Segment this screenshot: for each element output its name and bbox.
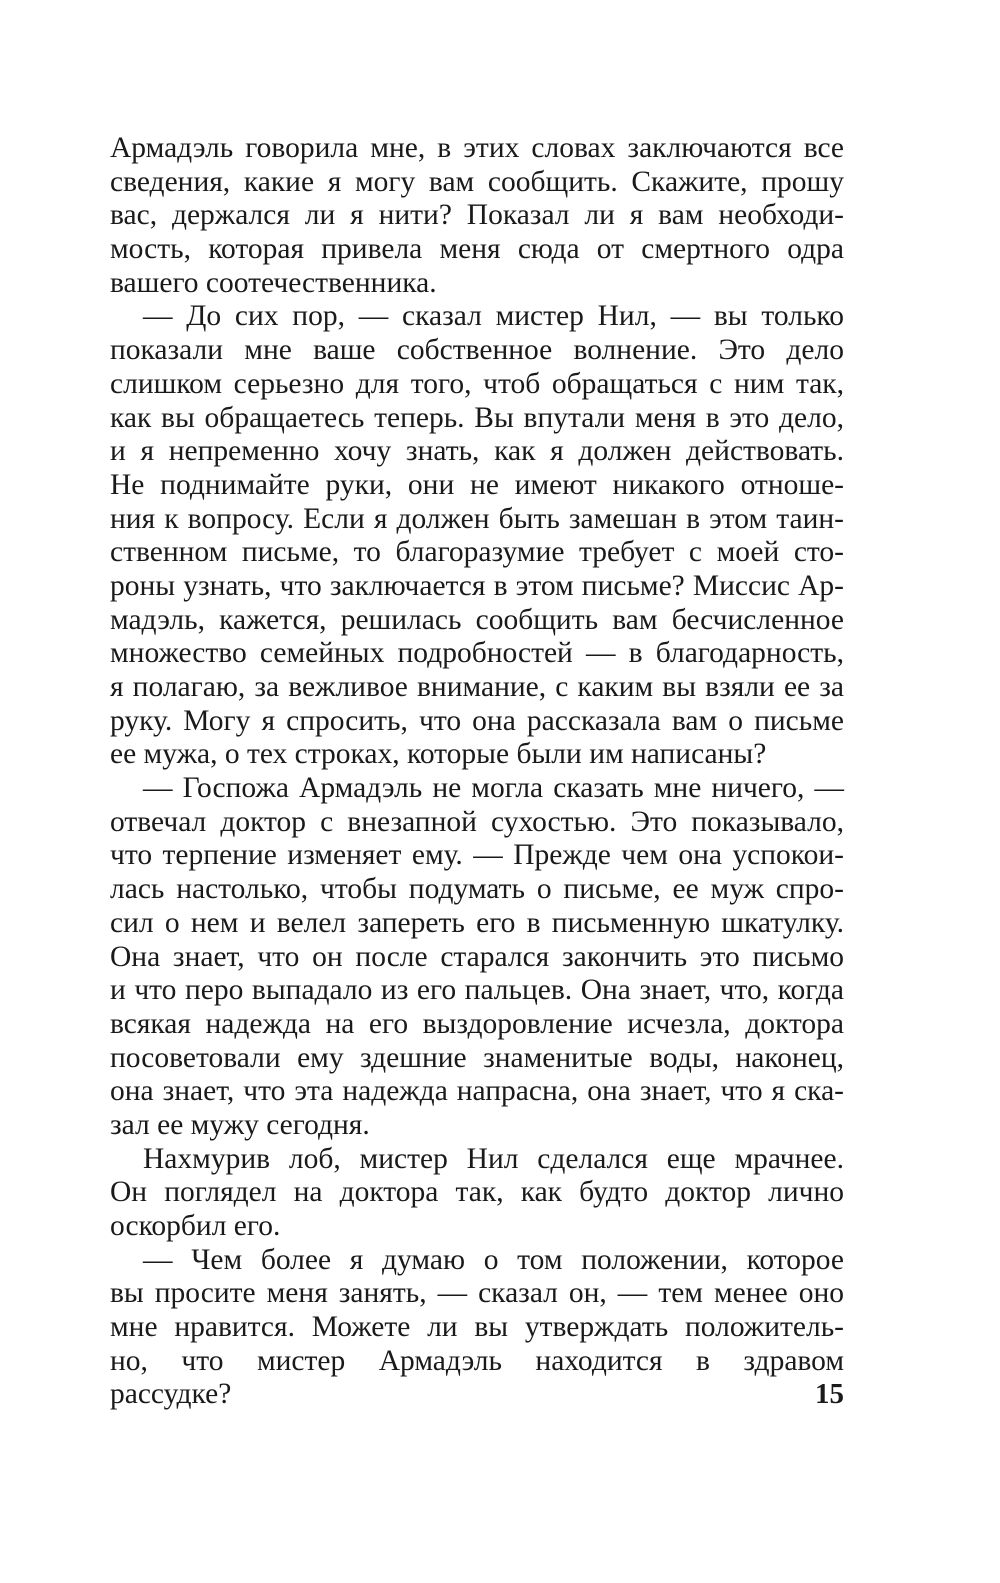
paragraph (110, 1244, 844, 1412)
text-line: отвечал доктор с внезапной сухостью. Это показывало, (110, 805, 844, 838)
text-line: лась настолько, чтобы подумать о письме, ее муж спро- (110, 873, 844, 906)
text-line: вас, держался ли я нити? Показал ли я вам необходи- (110, 199, 844, 232)
paragraph (110, 132, 844, 300)
text-line: — Чем более я думаю о том положении, которое (143, 1243, 844, 1276)
text-line: вашего соотечественника. (110, 266, 437, 299)
text-line: вы просите меня занять, — сказал он, — тем менее оно (110, 1277, 844, 1310)
paragraph (110, 772, 844, 1143)
text-line: что терпение изменяет ему. — Прежде чем она успокои- (110, 839, 844, 872)
page-body (110, 132, 844, 1412)
last-line-row (110, 1378, 844, 1412)
text-line: и что перо выпадало из его пальцев. Она знает, что, когда (110, 974, 844, 1007)
text-line: Он поглядел на доктора так, как будто доктор лично (110, 1176, 844, 1209)
text-line: я полагаю, за вежливое внимание, с каким вы взяли ее за (110, 671, 844, 703)
text-line: посоветовали ему здешние знаменитые воды, наконец, (110, 1041, 844, 1074)
text-line: мадэль, кажется, решилась сообщить вам бесчисленное (110, 603, 844, 636)
text-line: множество семейных подробностей — в благодарность, (110, 637, 844, 670)
text-line: — Госпожа Армадэль не могла сказать мне ничего, — (143, 772, 844, 805)
page-number: 15 (815, 1378, 844, 1411)
text-line: Нахмурив лоб, мистер Нил сделался еще мрачнее. (143, 1142, 844, 1175)
text-line: и я непременно хочу знать, как я должен действовать. (110, 435, 844, 468)
paragraph (110, 300, 844, 772)
text-line: Не поднимайте руки, они не имеют никакого отноше- (110, 468, 844, 501)
text-line: ния к вопросу. Если я должен быть замешан в этом таин- (110, 502, 844, 535)
text-line: мне нравится. Можете ли вы утверждать положитель- (110, 1311, 844, 1344)
text-line: — До сих пор, — сказал мистер Нил, — вы только (143, 300, 844, 333)
text-line: Она знает, что он после старался закончить это письмо (110, 940, 844, 973)
text-line: Армадэль говорила мне, в этих словах заключаются все (110, 132, 844, 164)
text-line: ственном письме, то благоразумие требует с моей сто- (110, 536, 844, 569)
text-line: руку. Могу я спросить, что она рассказала вам о письме (110, 704, 844, 737)
text-line: рассудке? (110, 1378, 232, 1411)
text-line: оскорбил его. (110, 1210, 281, 1242)
text-line: зал ее мужу сегодня. (110, 1108, 370, 1141)
text-line: мость, которая привела меня сюда от смертного одра (110, 233, 844, 266)
text-line: сил о нем и велел запереть его в письменную шкатулку. (110, 906, 844, 939)
text-line: всякая надежда на его выздоровление исчезла, доктора (110, 1007, 844, 1040)
text-line: как вы обращаетесь теперь. Вы впутали меня в это дело, (110, 401, 844, 434)
text-line: слишком серьезно для того, чтоб обращаться с ним так, (110, 367, 844, 400)
text-line: показали мне ваше собственное волнение. Это дело (110, 334, 844, 367)
paragraph (110, 1143, 844, 1244)
text-line: ее мужа, о тех строках, которые были им написаны? (110, 738, 767, 771)
text-line: сведения, какие я могу вам сообщить. Скажите, прошу (110, 165, 844, 198)
text-line: роны узнать, что заключается в этом письме? Миссис Ар- (110, 569, 844, 602)
text-line: но, что мистер Армадэль находится в здравом (110, 1344, 844, 1377)
text-line: она знает, что эта надежда напрасна, она знает, что я ска- (110, 1075, 844, 1108)
